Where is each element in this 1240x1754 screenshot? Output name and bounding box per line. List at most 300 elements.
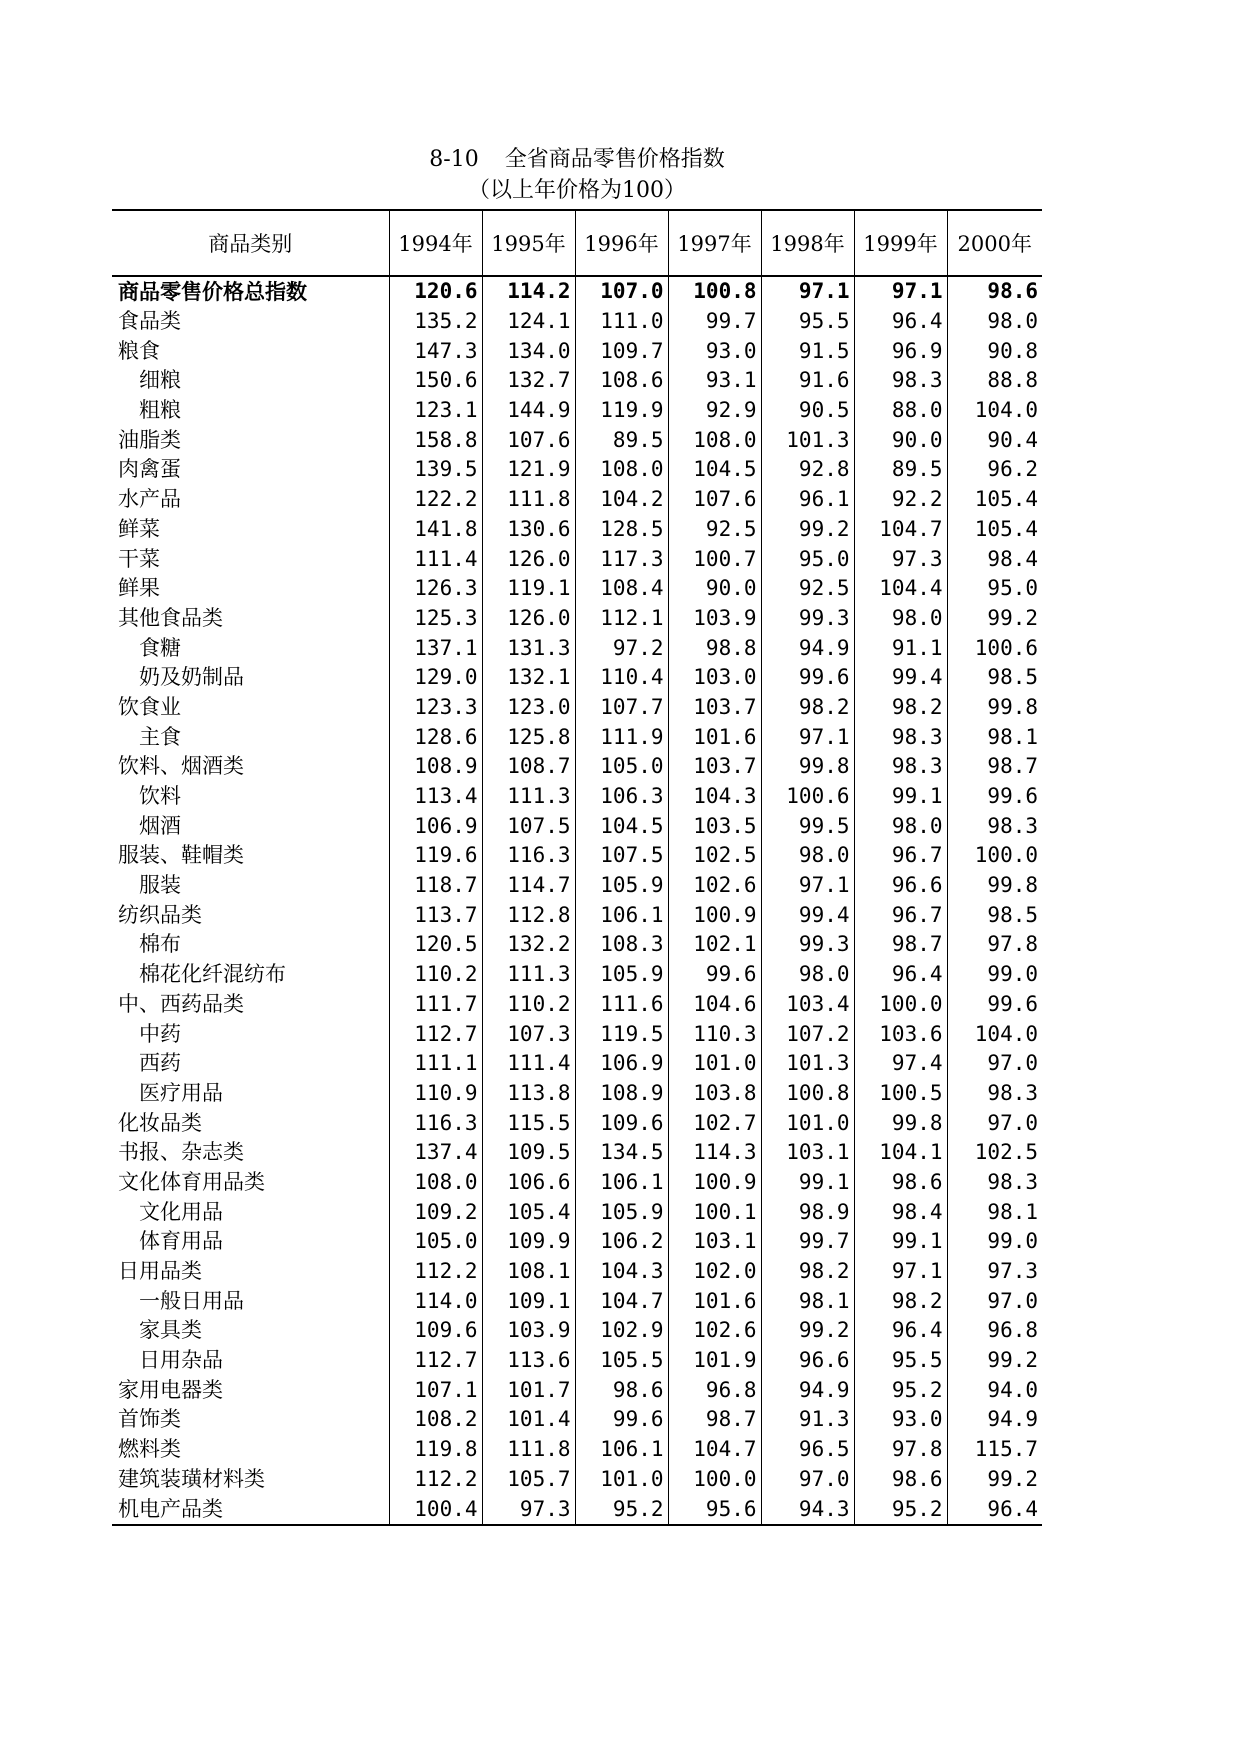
table-row-total: [112, 276, 1042, 307]
index-value: 97.0: [947, 1108, 1042, 1138]
index-value: 103.9: [668, 604, 761, 634]
index-value: 97.3: [854, 544, 947, 574]
index-value: 108.0: [668, 425, 761, 455]
index-value: 109.7: [575, 336, 668, 366]
index-value: 102.5: [668, 841, 761, 871]
index-value: 108.4: [575, 574, 668, 604]
index-value: 113.4: [389, 782, 482, 812]
table-row: [112, 752, 1042, 782]
table-row: [112, 1227, 1042, 1257]
index-value: 118.7: [389, 871, 482, 901]
index-value: 107.5: [482, 811, 575, 841]
index-value: 104.7: [575, 1286, 668, 1316]
index-value: 90.0: [854, 425, 947, 455]
index-value: 105.0: [389, 1227, 482, 1257]
index-value: 99.7: [761, 1227, 854, 1257]
index-value: 125.3: [389, 604, 482, 634]
category-name: 燃料类: [118, 1437, 181, 1462]
index-value: 98.0: [761, 841, 854, 871]
index-value: 99.4: [761, 900, 854, 930]
index-value: 158.8: [389, 425, 482, 455]
index-value: 116.3: [389, 1108, 482, 1138]
index-value: 98.6: [854, 1168, 947, 1198]
index-value: 108.1: [482, 1257, 575, 1287]
table-row: [112, 1465, 1042, 1495]
index-value: 101.7: [482, 1375, 575, 1405]
index-value: 92.8: [761, 455, 854, 485]
index-value: 134.5: [575, 1138, 668, 1168]
index-value: 99.8: [947, 693, 1042, 723]
header-category: 商品类别: [112, 210, 389, 276]
index-value: 103.4: [761, 990, 854, 1020]
index-value: 108.0: [389, 1168, 482, 1198]
index-value: 111.8: [482, 1435, 575, 1465]
table-row: [112, 841, 1042, 871]
index-value: 96.4: [854, 960, 947, 990]
index-value: 103.0: [668, 663, 761, 693]
index-value: 95.2: [854, 1494, 947, 1525]
index-value: 98.7: [668, 1405, 761, 1435]
index-value: 97.3: [947, 1257, 1042, 1287]
index-value: 92.9: [668, 396, 761, 426]
header-year: 1994年: [389, 210, 482, 276]
index-value: 117.3: [575, 544, 668, 574]
index-value: 99.2: [761, 515, 854, 545]
index-value: 98.0: [761, 960, 854, 990]
index-value: 101.4: [482, 1405, 575, 1435]
index-value: 92.5: [761, 574, 854, 604]
index-value: 105.4: [947, 485, 1042, 515]
header-year: 1996年: [575, 210, 668, 276]
index-value: 104.4: [854, 574, 947, 604]
category-name: 奶及奶制品: [139, 665, 244, 690]
index-value: 89.5: [575, 425, 668, 455]
index-value: 99.4: [854, 663, 947, 693]
index-value: 111.6: [575, 990, 668, 1020]
index-value: 110.2: [389, 960, 482, 990]
table-row: [112, 1435, 1042, 1465]
index-value: 126.0: [482, 604, 575, 634]
index-value: 129.0: [389, 663, 482, 693]
index-value: 139.5: [389, 455, 482, 485]
index-value: 100.6: [947, 633, 1042, 663]
index-value: 102.9: [575, 1316, 668, 1346]
index-value: 119.1: [482, 574, 575, 604]
index-value: 101.0: [575, 1465, 668, 1495]
index-value: 119.6: [389, 841, 482, 871]
index-value: 106.1: [575, 900, 668, 930]
index-value: 99.5: [761, 811, 854, 841]
index-value: 132.2: [482, 930, 575, 960]
index-value: 115.5: [482, 1108, 575, 1138]
table-row: [112, 574, 1042, 604]
index-value: 101.6: [668, 722, 761, 752]
category-name: 医疗用品: [139, 1080, 223, 1105]
index-value: 91.3: [761, 1405, 854, 1435]
index-value: 99.2: [947, 604, 1042, 634]
index-value: 95.2: [854, 1375, 947, 1405]
index-value: 108.7: [482, 752, 575, 782]
index-value: 114.0: [389, 1286, 482, 1316]
category-name: 饮食业: [118, 694, 181, 719]
index-value: 99.2: [947, 1465, 1042, 1495]
index-value: 147.3: [389, 336, 482, 366]
index-value: 108.3: [575, 930, 668, 960]
index-value: 99.0: [947, 1227, 1042, 1257]
index-value: 99.6: [761, 663, 854, 693]
table-row: [112, 1079, 1042, 1109]
index-value: 97.8: [854, 1435, 947, 1465]
index-value: 97.8: [947, 930, 1042, 960]
category-name: 粗粮: [139, 398, 181, 423]
index-value: 100.6: [761, 782, 854, 812]
index-value: 115.7: [947, 1435, 1042, 1465]
index-value: 95.6: [668, 1494, 761, 1525]
index-value: 131.3: [482, 633, 575, 663]
index-value: 97.1: [854, 276, 947, 307]
index-value: 98.1: [947, 722, 1042, 752]
index-value: 110.4: [575, 663, 668, 693]
category-name: 饮料: [139, 784, 181, 809]
index-value: 123.1: [389, 396, 482, 426]
table-title: [112, 147, 1042, 173]
index-value: 105.9: [575, 871, 668, 901]
table-row: [112, 1138, 1042, 1168]
index-value: 112.2: [389, 1465, 482, 1495]
index-value: 109.2: [389, 1197, 482, 1227]
index-value: 102.1: [668, 930, 761, 960]
category-name: 主食: [139, 724, 181, 749]
index-value: 96.4: [947, 1494, 1042, 1525]
index-value: 105.4: [482, 1197, 575, 1227]
index-value: 98.0: [947, 307, 1042, 337]
category-name: 饮料、烟酒类: [118, 754, 244, 779]
index-value: 96.8: [668, 1375, 761, 1405]
table-row: [112, 1346, 1042, 1376]
index-value: 94.9: [761, 633, 854, 663]
category-name: 书报、杂志类: [118, 1140, 244, 1165]
index-value: 99.6: [575, 1405, 668, 1435]
index-value: 97.1: [854, 1257, 947, 1287]
index-value: 99.2: [761, 1316, 854, 1346]
index-value: 96.7: [854, 841, 947, 871]
category-name: 纺织品类: [118, 902, 202, 927]
table-row: [112, 485, 1042, 515]
index-value: 104.1: [854, 1138, 947, 1168]
index-value: 134.0: [482, 336, 575, 366]
index-value: 107.0: [575, 276, 668, 307]
index-value: 106.2: [575, 1227, 668, 1257]
category-name: 文化体育用品类: [118, 1169, 265, 1194]
index-value: 98.6: [947, 276, 1042, 307]
index-value: 98.3: [947, 811, 1042, 841]
index-value: 105.0: [575, 752, 668, 782]
table-row: [112, 1316, 1042, 1346]
index-value: 100.9: [668, 1168, 761, 1198]
index-value: 92.2: [854, 485, 947, 515]
index-value: 150.6: [389, 366, 482, 396]
index-value: 126.3: [389, 574, 482, 604]
index-value: 111.3: [482, 782, 575, 812]
index-value: 114.3: [668, 1138, 761, 1168]
index-value: 103.1: [668, 1227, 761, 1257]
table-row: [112, 693, 1042, 723]
index-value: 110.3: [668, 1019, 761, 1049]
index-value: 98.0: [854, 604, 947, 634]
category-name: 食糖: [139, 635, 181, 660]
index-value: 101.9: [668, 1346, 761, 1376]
index-value: 98.8: [668, 633, 761, 663]
header-row: [112, 210, 1042, 276]
index-value: 99.8: [761, 752, 854, 782]
index-value: 90.5: [761, 396, 854, 426]
index-value: 119.5: [575, 1019, 668, 1049]
index-value: 112.2: [389, 1257, 482, 1287]
category-name: 家用电器类: [118, 1377, 223, 1402]
table-row: [112, 1108, 1042, 1138]
index-value: 88.0: [854, 396, 947, 426]
table-row: [112, 1375, 1042, 1405]
index-value: 111.4: [389, 544, 482, 574]
header-year: 1998年: [761, 210, 854, 276]
index-value: 99.8: [854, 1108, 947, 1138]
index-value: 107.1: [389, 1375, 482, 1405]
index-value: 104.0: [947, 1019, 1042, 1049]
index-value: 99.1: [854, 782, 947, 812]
index-value: 97.1: [761, 722, 854, 752]
index-value: 100.8: [668, 276, 761, 307]
index-value: 91.5: [761, 336, 854, 366]
table-row: [112, 1286, 1042, 1316]
index-value: 98.2: [854, 693, 947, 723]
index-value: 94.9: [761, 1375, 854, 1405]
index-value: 103.8: [668, 1079, 761, 1109]
index-value: 94.9: [947, 1405, 1042, 1435]
index-value: 102.0: [668, 1257, 761, 1287]
index-value: 89.5: [854, 455, 947, 485]
header-year: 1997年: [668, 210, 761, 276]
index-value: 107.6: [668, 485, 761, 515]
index-value: 132.7: [482, 366, 575, 396]
index-value: 120.6: [389, 276, 482, 307]
table-row: [112, 990, 1042, 1020]
index-value: 104.5: [668, 455, 761, 485]
index-value: 106.1: [575, 1168, 668, 1198]
index-value: 98.3: [854, 366, 947, 396]
index-value: 114.7: [482, 871, 575, 901]
index-value: 106.9: [575, 1049, 668, 1079]
table-row: [112, 1049, 1042, 1079]
index-value: 97.1: [761, 276, 854, 307]
category-name: 中、西药品类: [118, 991, 244, 1016]
index-value: 112.1: [575, 604, 668, 634]
index-value: 125.8: [482, 722, 575, 752]
table-row: [112, 396, 1042, 426]
category-name: 烟酒: [139, 813, 181, 838]
index-value: 101.0: [668, 1049, 761, 1079]
table-row: [112, 930, 1042, 960]
table-row: [112, 782, 1042, 812]
index-value: 112.8: [482, 900, 575, 930]
index-value: 105.9: [575, 1197, 668, 1227]
index-value: 104.5: [575, 811, 668, 841]
index-value: 99.6: [668, 960, 761, 990]
table-row: [112, 811, 1042, 841]
index-value: 105.7: [482, 1465, 575, 1495]
category-name: 日用品类: [118, 1259, 202, 1284]
index-value: 114.2: [482, 276, 575, 307]
index-value: 132.1: [482, 663, 575, 693]
category-name: 中药: [139, 1021, 181, 1046]
index-value: 94.3: [761, 1494, 854, 1525]
table-row: [112, 722, 1042, 752]
table-row: [112, 1494, 1042, 1525]
category-name: 棉布: [139, 932, 181, 957]
index-value: 94.0: [947, 1375, 1042, 1405]
index-value: 97.4: [854, 1049, 947, 1079]
category-name: 化妆品类: [118, 1110, 202, 1135]
index-value: 100.0: [668, 1465, 761, 1495]
table-row: [112, 633, 1042, 663]
index-value: 111.4: [482, 1049, 575, 1079]
index-value: 103.9: [482, 1316, 575, 1346]
table-subtitle: （以上年价格为100）: [468, 178, 686, 203]
index-value: 97.0: [947, 1286, 1042, 1316]
index-value: 103.5: [668, 811, 761, 841]
index-value: 111.7: [389, 990, 482, 1020]
index-value: 98.3: [947, 1079, 1042, 1109]
index-value: 98.3: [854, 752, 947, 782]
index-value: 107.5: [575, 841, 668, 871]
index-value: 109.1: [482, 1286, 575, 1316]
index-value: 102.5: [947, 1138, 1042, 1168]
index-value: 98.7: [854, 930, 947, 960]
index-value: 98.2: [854, 1286, 947, 1316]
index-value: 96.4: [854, 1316, 947, 1346]
category-name: 油脂类: [118, 427, 181, 452]
category-name: 机电产品类: [112, 1494, 389, 1525]
index-value: 90.0: [668, 574, 761, 604]
index-value: 105.4: [947, 515, 1042, 545]
index-value: 95.0: [947, 574, 1042, 604]
category-name: 其他食品类: [118, 605, 223, 630]
index-value: 108.9: [389, 752, 482, 782]
table-row: [112, 871, 1042, 901]
category-name: 西药: [139, 1051, 181, 1076]
index-value: 98.4: [947, 544, 1042, 574]
index-value: 137.4: [389, 1138, 482, 1168]
price-index-table: [112, 209, 1042, 1526]
index-value: 97.0: [947, 1049, 1042, 1079]
index-value: 109.6: [389, 1316, 482, 1346]
table-row: [112, 1257, 1042, 1287]
table-row: [112, 515, 1042, 545]
index-value: 95.2: [575, 1494, 668, 1525]
index-value: 109.6: [575, 1108, 668, 1138]
table-row: [112, 900, 1042, 930]
index-value: 107.2: [761, 1019, 854, 1049]
index-value: 91.6: [761, 366, 854, 396]
index-value: 97.3: [482, 1494, 575, 1525]
index-value: 96.2: [947, 455, 1042, 485]
index-value: 104.0: [947, 396, 1042, 426]
index-value: 96.9: [854, 336, 947, 366]
index-value: 96.6: [761, 1346, 854, 1376]
table-row: [112, 307, 1042, 337]
index-value: 110.2: [482, 990, 575, 1020]
index-value: 98.7: [947, 752, 1042, 782]
index-value: 107.3: [482, 1019, 575, 1049]
category-name: 首饰类: [118, 1407, 181, 1432]
index-value: 98.1: [761, 1286, 854, 1316]
header-year: 1995年: [482, 210, 575, 276]
index-value: 99.6: [947, 782, 1042, 812]
index-value: 100.8: [761, 1079, 854, 1109]
index-value: 99.6: [947, 990, 1042, 1020]
index-value: 104.3: [575, 1257, 668, 1287]
index-value: 119.9: [575, 396, 668, 426]
index-value: 100.5: [854, 1079, 947, 1109]
index-value: 123.3: [389, 693, 482, 723]
index-value: 96.5: [761, 1435, 854, 1465]
table-header: [112, 210, 1042, 276]
category-name: 鲜菜: [118, 516, 160, 541]
index-value: 98.2: [761, 693, 854, 723]
index-value: 108.6: [575, 366, 668, 396]
index-value: 98.4: [854, 1197, 947, 1227]
category-name: 棉花化纤混纺布: [139, 962, 286, 987]
index-value: 128.6: [389, 722, 482, 752]
index-value: 101.6: [668, 1286, 761, 1316]
index-value: 98.1: [947, 1197, 1042, 1227]
index-value: 90.8: [947, 336, 1042, 366]
index-value: 108.2: [389, 1405, 482, 1435]
index-value: 107.7: [575, 693, 668, 723]
index-value: 122.2: [389, 485, 482, 515]
index-value: 99.7: [668, 307, 761, 337]
table-row: [112, 604, 1042, 634]
index-value: 102.6: [668, 871, 761, 901]
table-row: [112, 663, 1042, 693]
index-value: 103.7: [668, 693, 761, 723]
index-value: 95.5: [761, 307, 854, 337]
index-value: 130.6: [482, 515, 575, 545]
index-value: 116.3: [482, 841, 575, 871]
index-value: 104.3: [668, 782, 761, 812]
index-value: 106.1: [575, 1435, 668, 1465]
table-row: [112, 366, 1042, 396]
index-value: 141.8: [389, 515, 482, 545]
index-value: 88.8: [947, 366, 1042, 396]
index-value: 112.7: [389, 1019, 482, 1049]
index-value: 121.9: [482, 455, 575, 485]
category-name: 粮食: [118, 338, 160, 363]
index-value: 107.6: [482, 425, 575, 455]
index-value: 100.9: [668, 900, 761, 930]
index-value: 109.5: [482, 1138, 575, 1168]
index-value: 98.3: [854, 722, 947, 752]
index-value: 100.0: [854, 990, 947, 1020]
index-value: 101.3: [761, 1049, 854, 1079]
index-value: 100.7: [668, 544, 761, 574]
category-name: 体育用品: [139, 1229, 223, 1254]
category-name: 干菜: [118, 546, 160, 571]
table-title-text: 全省商品零售价格指数: [504, 147, 725, 172]
index-value: 96.8: [947, 1316, 1042, 1346]
index-value: 113.7: [389, 900, 482, 930]
category-name: 家具类: [139, 1318, 202, 1343]
index-value: 137.1: [389, 633, 482, 663]
